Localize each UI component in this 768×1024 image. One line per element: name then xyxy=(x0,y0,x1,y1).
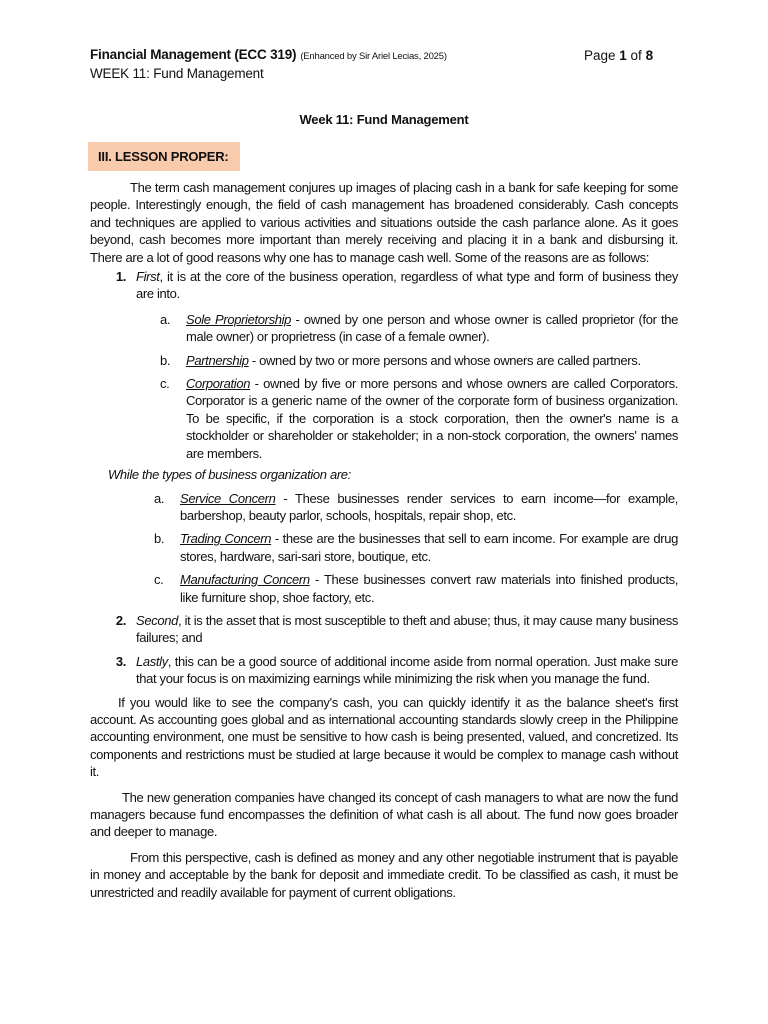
form-text: - owned by five or more persons and whose owners are called Corporators. Corporator is a generic name of the owner of the corporate form of business organization. To be specific, if the corporation is a stock corporation, then the owner's name is a stockholder or shareholder or stakeholder; in a non-stock corporation, the owners' names are members. xyxy=(186,376,678,461)
type-item xyxy=(90,490,678,525)
section-label: III. LESSON PROPER: xyxy=(88,142,240,171)
reason-item xyxy=(90,653,678,688)
type-item xyxy=(90,571,678,606)
list-number: 3. xyxy=(115,653,126,669)
course-title xyxy=(90,47,447,62)
course-name: Financial Management (ECC 319) xyxy=(90,47,297,62)
type-item xyxy=(90,530,678,565)
list-letter: a. xyxy=(160,311,171,327)
list-letter: c. xyxy=(160,376,170,392)
type-text: - These businesses render services to earn income—for example, barbershop, beauty parlor, schools, hospitals, repair shop, etc. xyxy=(180,490,678,523)
paragraph-fund-managers: The new generation companies have changed its concept of cash managers to what are now the fund managers because fund encompasses the definition of what cash is all about. The fund now goes broader and deeper to manage. xyxy=(90,789,678,840)
list-letter: c. xyxy=(154,572,164,588)
week-label: WEEK 11: Fund Management xyxy=(90,66,264,81)
document-body xyxy=(90,179,678,901)
list-number: 2. xyxy=(115,612,126,628)
form-term: Partnership xyxy=(186,352,249,368)
reason-text: , it is at the core of the business operation, regardless of what type and form of business they are into. xyxy=(136,269,678,302)
form-item xyxy=(90,311,678,346)
form-item xyxy=(90,375,678,462)
reason-lead: First xyxy=(136,269,160,285)
paragraph-balance-sheet: If you would like to see the company's cash, you can quickly identify it as the balance sheet's first account. As accounting goes global and as international accounting standards slowly creep in the Philippine accounting environment, one must be sensitive to how cash is being presented, valued, and concretized. Its components and restrictions must be studied at large because it would be complex to manage cash without it. xyxy=(90,694,678,780)
form-term: Corporation xyxy=(186,376,251,392)
reason-item xyxy=(90,268,678,303)
page-of: of xyxy=(626,48,646,63)
page-number: 1 xyxy=(619,48,627,63)
form-text: - owned by two or more persons and whose owners are called partners. xyxy=(248,352,641,368)
list-letter: b. xyxy=(154,531,165,547)
reason-lead: Lastly xyxy=(136,653,168,669)
list-letter: b. xyxy=(160,352,171,368)
reason-text: , it is the asset that is most susceptible to theft and abuse; thus, it may cause many business failures; and xyxy=(136,612,678,646)
type-text: - these are the businesses that sell to earn income. For example are drug stores, hardware, sari-sari store, boutique, etc. xyxy=(180,531,678,564)
page-indicator xyxy=(584,48,653,63)
list-number: 1. xyxy=(115,269,126,285)
type-term: Trading Concern xyxy=(180,531,272,547)
form-term: Sole Proprietorship xyxy=(186,311,292,327)
type-text: - These businesses convert raw materials into finished products, like furniture shop, shoe factory, etc. xyxy=(180,572,679,605)
reason-lead: Second xyxy=(136,612,178,628)
list-letter: a. xyxy=(154,490,165,506)
paragraph-cash-definition: From this perspective, cash is defined as money and any other negotiable instrument that is payable in money and acceptable by the bank for deposit and immediate credit. To be classified as cash, it must be unrestricted and readily available for payment of current obligations. xyxy=(90,849,678,900)
page-total: 8 xyxy=(645,48,654,63)
document-title: Week 11: Fund Management xyxy=(299,112,469,127)
types-intro: While the types of business organization are: xyxy=(108,467,351,483)
type-term: Manufacturing Concern xyxy=(180,572,310,588)
form-item xyxy=(90,352,678,369)
type-term: Service Concern xyxy=(180,490,276,506)
reason-text: , this can be a good source of additional income aside from normal operation. Just make sure that your focus is on maximizing earnings while minimizing the risk when you manage the fund. xyxy=(136,653,678,687)
intro-paragraph: The term cash management conjures up images of placing cash in a bank for safe keeping for some people. Interestingly enough, the field of cash management has broadened considerably. Cash concepts and techniques are applied to various activities and situations outside the cash parlance alone. As it goes beyond, cash becomes more important than merely receiving and placing it in a bank and disbursing it. There are a lot of good reasons why one has to manage cash well. Some of the reasons are as follows: xyxy=(90,180,678,265)
page-prefix: Page xyxy=(584,48,620,63)
enhanced-note: (Enhanced by Sir Ariel Lecias, 2025) xyxy=(300,51,447,62)
reason-item xyxy=(90,612,678,647)
form-text: - owned by one person and whose owner is called proprietor (for the male owner) or proprietress (in case of a female owner). xyxy=(186,311,678,345)
